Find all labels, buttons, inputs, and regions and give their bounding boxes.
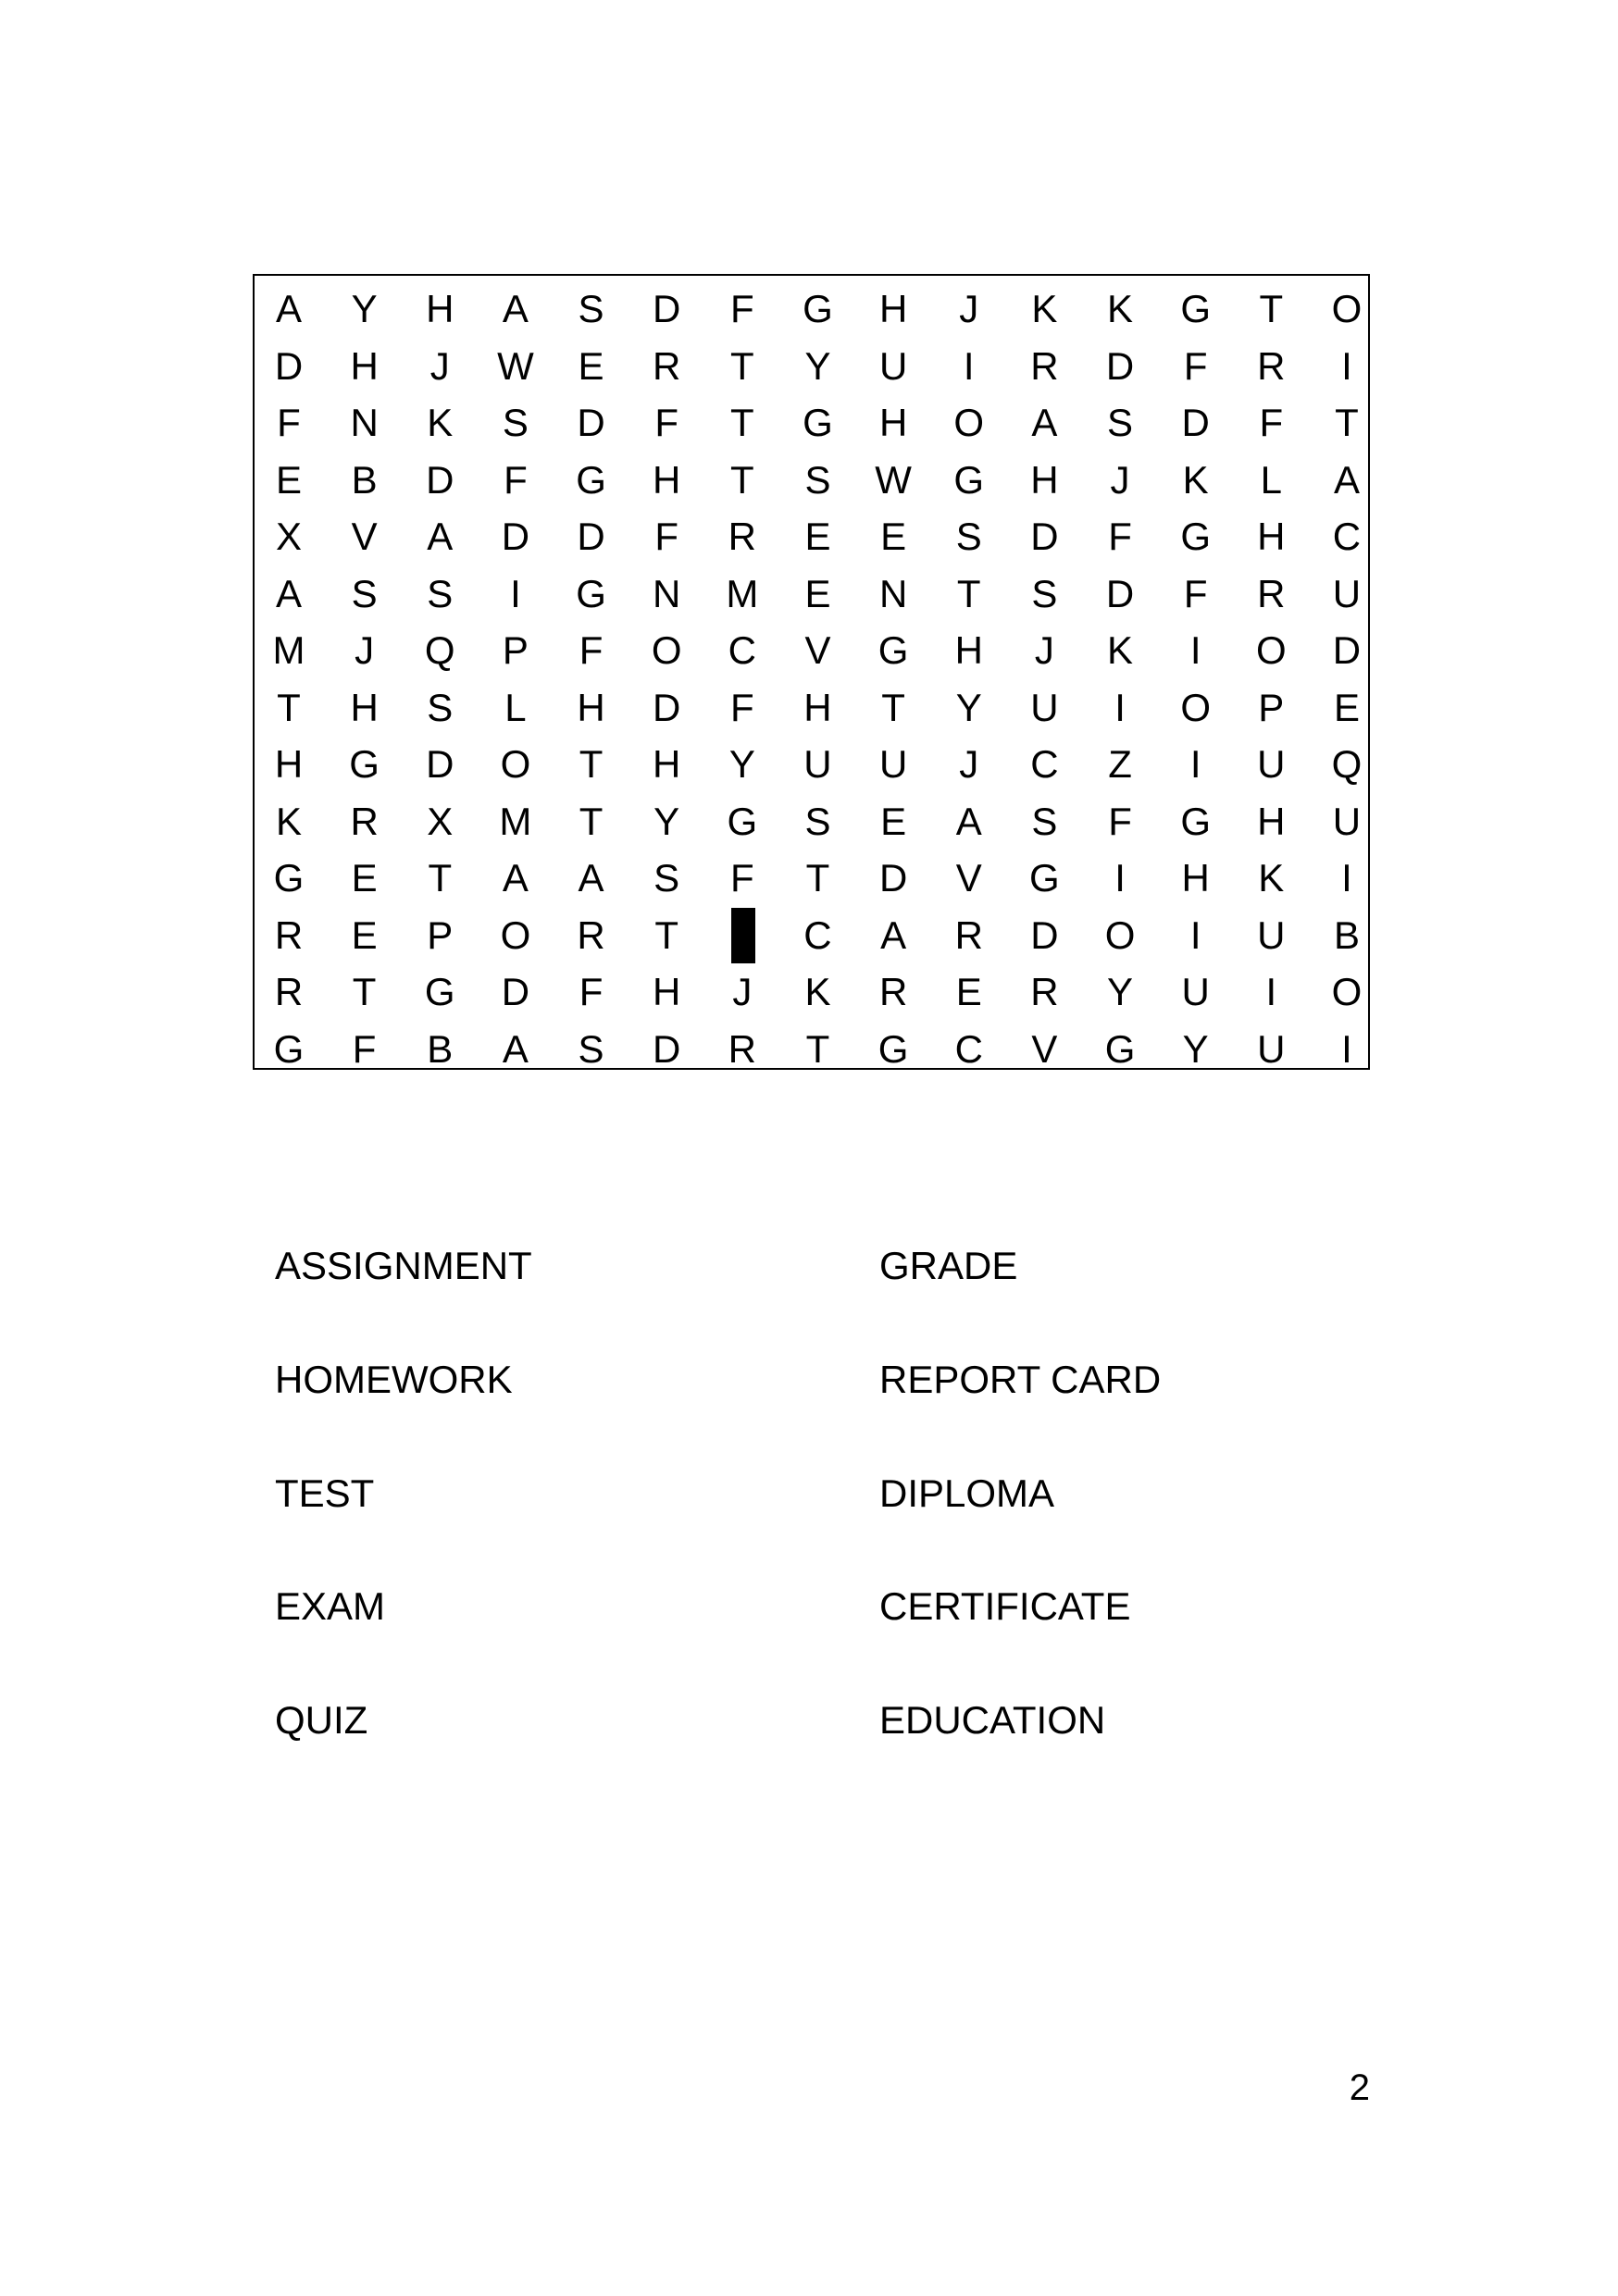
grid-cell: R bbox=[1030, 343, 1059, 388]
grid-cell: I bbox=[1341, 856, 1352, 900]
grid-cell: A bbox=[502, 856, 529, 900]
grid-cell: H bbox=[1257, 799, 1286, 843]
grid-cell: S bbox=[1107, 401, 1134, 445]
grid-cell: D bbox=[1030, 515, 1059, 559]
grid-cell: N bbox=[878, 571, 908, 615]
grid-cell: V bbox=[804, 628, 831, 673]
grid-cell: T bbox=[654, 912, 679, 957]
grid-cell: M bbox=[272, 628, 305, 673]
grid-cell: A bbox=[427, 515, 454, 559]
grid-cell: D bbox=[577, 515, 605, 559]
grid-cell: Q bbox=[424, 628, 455, 673]
grid-cell: B bbox=[1333, 912, 1360, 957]
grid-cell: J bbox=[959, 742, 979, 787]
grid-cell: U bbox=[1030, 685, 1059, 729]
grid-cell: F bbox=[730, 287, 754, 330]
grid-cell: H bbox=[350, 685, 379, 729]
grid-cell: H bbox=[1030, 457, 1059, 502]
grid-cell: G bbox=[424, 970, 455, 1014]
grid-cell: B bbox=[427, 1027, 454, 1072]
grid-cell: X bbox=[427, 799, 454, 843]
grid-cell: H bbox=[954, 628, 983, 673]
grid-cell: H bbox=[577, 685, 605, 729]
grid-cell: S bbox=[502, 401, 529, 445]
grid-cell: G bbox=[803, 287, 833, 330]
grid-cell: E bbox=[804, 515, 831, 559]
word-item: EXAM bbox=[275, 1584, 386, 1628]
grid-cell: A bbox=[502, 1027, 529, 1072]
grid-cell: R bbox=[577, 912, 605, 957]
grid-cell: M bbox=[499, 799, 532, 843]
grid-cell: S bbox=[427, 571, 454, 615]
grid-cell: A bbox=[955, 799, 982, 843]
grid-cell: C bbox=[1030, 742, 1059, 787]
grid-cell: I bbox=[1189, 742, 1201, 787]
grid-cell: R bbox=[954, 912, 983, 957]
grid-cell: I bbox=[1265, 970, 1277, 1014]
grid-cell: C bbox=[954, 1027, 983, 1072]
grid-cell: Y bbox=[1182, 1027, 1209, 1072]
grid-cell: H bbox=[1181, 856, 1210, 900]
grid-cell: E bbox=[880, 799, 907, 843]
grid-cell: J bbox=[732, 970, 753, 1014]
grid-cell: V bbox=[955, 856, 982, 900]
grid-cell: F bbox=[579, 970, 604, 1014]
grid-cell: W bbox=[497, 343, 534, 388]
grid-cell: G bbox=[1180, 799, 1211, 843]
grid-cell: E bbox=[351, 912, 378, 957]
grid-cell: R bbox=[1257, 343, 1286, 388]
grid-cell: G bbox=[273, 1027, 305, 1072]
grid-cell: H bbox=[653, 457, 681, 502]
word-item: EDUCATION bbox=[879, 1698, 1106, 1742]
grid-cell: J bbox=[1110, 457, 1130, 502]
grid-cell: R bbox=[1257, 571, 1286, 615]
grid-cell: G bbox=[877, 628, 909, 673]
grid-cell: E bbox=[1333, 685, 1360, 729]
grid-cell: D bbox=[1105, 343, 1135, 388]
grid-cell: S bbox=[653, 856, 680, 900]
grid-cell: T bbox=[428, 856, 453, 900]
grid-cell: S bbox=[1031, 799, 1058, 843]
grid-cell: S bbox=[427, 685, 454, 729]
grid-cell: G bbox=[576, 571, 606, 615]
grid-cell: K bbox=[804, 970, 831, 1014]
grid-cell: K bbox=[1182, 457, 1209, 502]
grid-cell: W bbox=[875, 457, 912, 502]
grid-cell: Y bbox=[351, 287, 378, 330]
grid-cell: Y bbox=[653, 799, 680, 843]
grid-cell: H bbox=[1257, 515, 1286, 559]
grid-cell: T bbox=[805, 856, 830, 900]
grid-cell: R bbox=[878, 970, 908, 1014]
grid-cell: S bbox=[804, 457, 831, 502]
grid-cell: F bbox=[1108, 799, 1132, 843]
grid-cell: H bbox=[426, 287, 454, 330]
grid-cell: R bbox=[728, 515, 756, 559]
grid-cell: U bbox=[803, 742, 832, 787]
grid-cell: D bbox=[653, 287, 681, 330]
grid-cell: Y bbox=[728, 742, 755, 787]
grid-cell: O bbox=[1255, 628, 1287, 673]
grid-cell: B bbox=[351, 457, 378, 502]
grid-cell: J bbox=[959, 287, 979, 330]
grid-cell: S bbox=[351, 571, 378, 615]
word-item: ASSIGNMENT bbox=[275, 1244, 532, 1287]
grid-cell: I bbox=[1189, 628, 1201, 673]
grid-cell: X bbox=[275, 515, 302, 559]
grid-cell: U bbox=[1257, 742, 1286, 787]
grid-cell: S bbox=[578, 1027, 604, 1072]
grid-cell: H bbox=[653, 970, 681, 1014]
grid-cell: S bbox=[955, 515, 982, 559]
grid-cell: E bbox=[275, 457, 302, 502]
grid-cell: T bbox=[1259, 287, 1284, 330]
grid-cell: T bbox=[1335, 401, 1359, 445]
grid-cell: F bbox=[1183, 571, 1208, 615]
word-search-grid bbox=[253, 274, 1370, 1070]
grid-cell: D bbox=[426, 742, 454, 787]
grid-cell: O bbox=[651, 628, 682, 673]
grid-cell: R bbox=[274, 970, 304, 1014]
grid-cell: H bbox=[653, 742, 681, 787]
grid-cell: J bbox=[429, 343, 450, 388]
grid-cell: C bbox=[1332, 515, 1362, 559]
grid-cell: S bbox=[1031, 571, 1058, 615]
grid-cell: H bbox=[274, 742, 304, 787]
grid-cell: T bbox=[730, 457, 754, 502]
grid-cell: C bbox=[728, 628, 756, 673]
grid-cell: S bbox=[578, 287, 604, 330]
grid-cell: D bbox=[274, 343, 304, 388]
grid-cell: D bbox=[501, 515, 530, 559]
grid-cell: G bbox=[877, 1027, 909, 1072]
grid-cell: D bbox=[878, 856, 908, 900]
grid-cell: E bbox=[578, 343, 604, 388]
grid-cell: K bbox=[1031, 287, 1058, 330]
grid-cell: G bbox=[803, 401, 833, 445]
word-item: REPORT CARD bbox=[879, 1358, 1162, 1401]
grid-cell: G bbox=[1104, 1027, 1136, 1072]
grid-cell: A bbox=[275, 571, 302, 615]
grid-cell: F bbox=[504, 457, 528, 502]
grid-cell: T bbox=[579, 742, 604, 787]
grid-cell: I bbox=[1341, 343, 1352, 388]
grid-cell: H bbox=[878, 401, 908, 445]
grid-cell: P bbox=[427, 912, 454, 957]
grid-cell: U bbox=[1257, 1027, 1286, 1072]
grid-cell: Y bbox=[804, 343, 831, 388]
grid-cell: K bbox=[1107, 287, 1134, 330]
grid-cell: D bbox=[577, 401, 605, 445]
grid-cell: F bbox=[730, 856, 754, 900]
grid-cell: E bbox=[351, 856, 378, 900]
grid-cell: F bbox=[1259, 401, 1284, 445]
grid-cell: A bbox=[880, 912, 907, 957]
grid-cell: O bbox=[500, 742, 531, 787]
grid-cell: E bbox=[804, 571, 831, 615]
grid-cell: A bbox=[1333, 457, 1360, 502]
grid-cell: L bbox=[504, 685, 527, 729]
grid-cell: H bbox=[803, 685, 832, 729]
grid-cell: T bbox=[352, 970, 377, 1014]
word-item: HOMEWORK bbox=[275, 1358, 513, 1401]
grid-cell: U bbox=[1257, 912, 1286, 957]
grid-cell: T bbox=[956, 571, 981, 615]
grid-cell: K bbox=[1258, 856, 1285, 900]
grid-cell: T bbox=[730, 343, 754, 388]
grid-cell: Y bbox=[1107, 970, 1134, 1014]
grid-cell: D bbox=[501, 970, 530, 1014]
grid-cell: G bbox=[576, 457, 606, 502]
grid-cell bbox=[715, 908, 770, 963]
grid-cell: A bbox=[1031, 401, 1058, 445]
grid-cell: A bbox=[275, 287, 302, 330]
grid-cell: A bbox=[502, 287, 529, 330]
grid-cell: E bbox=[880, 515, 907, 559]
grid-cell: O bbox=[1331, 287, 1363, 330]
word-item: QUIZ bbox=[275, 1698, 368, 1742]
grid-cell: O bbox=[500, 912, 531, 957]
grid-cell: F bbox=[579, 628, 604, 673]
grid-cell: T bbox=[730, 401, 754, 445]
grid-cell: V bbox=[351, 515, 378, 559]
grid-cell: T bbox=[805, 1027, 830, 1072]
grid-cell: E bbox=[955, 970, 982, 1014]
grid-cell: H bbox=[350, 343, 379, 388]
grid-cell: I bbox=[1114, 856, 1126, 900]
grid-cell: K bbox=[427, 401, 454, 445]
grid-cell: O bbox=[1331, 970, 1363, 1014]
grid-cell: P bbox=[502, 628, 529, 673]
grid-cell: G bbox=[1180, 287, 1211, 330]
grid-cell: N bbox=[350, 401, 379, 445]
grid-cell: F bbox=[1108, 515, 1132, 559]
grid-cell: T bbox=[881, 685, 905, 729]
grid-cell: P bbox=[1258, 685, 1285, 729]
grid-cell: O bbox=[953, 401, 985, 445]
grid-cell: F bbox=[654, 401, 679, 445]
grid-cell: J bbox=[1034, 628, 1054, 673]
grid-cell: R bbox=[728, 1027, 756, 1072]
grid-cell: U bbox=[878, 742, 908, 787]
grid-cell: J bbox=[355, 628, 375, 673]
grid-cell: D bbox=[1332, 628, 1362, 673]
grid-cell: S bbox=[804, 799, 831, 843]
grid-cell: D bbox=[1105, 571, 1135, 615]
grid-cell: G bbox=[273, 856, 305, 900]
grid-cell: G bbox=[1029, 856, 1060, 900]
grid-cell: F bbox=[654, 515, 679, 559]
grid-cell: I bbox=[1341, 1027, 1352, 1072]
grid-cell: R bbox=[350, 799, 379, 843]
grid-cell: I bbox=[510, 571, 521, 615]
grid-cell: G bbox=[1180, 515, 1211, 559]
word-list bbox=[275, 1240, 1201, 1851]
grid-cell: O bbox=[1180, 685, 1211, 729]
grid-cell: I bbox=[1189, 912, 1201, 957]
grid-cell: C bbox=[803, 912, 832, 957]
word-item: DIPLOMA bbox=[879, 1471, 1055, 1515]
grid-cell: F bbox=[730, 685, 754, 729]
grid-cell: F bbox=[277, 401, 301, 445]
grid-cell: Q bbox=[1331, 742, 1363, 787]
grid-cell: R bbox=[274, 912, 304, 957]
grid-cell: L bbox=[1260, 457, 1282, 502]
grid-cell: V bbox=[1031, 1027, 1058, 1072]
word-item: CERTIFICATE bbox=[879, 1584, 1131, 1628]
grid-cell: F bbox=[352, 1027, 377, 1072]
word-item: GRADE bbox=[879, 1244, 1018, 1287]
grid-cell: Z bbox=[1108, 742, 1132, 787]
grid-cell: G bbox=[349, 742, 380, 787]
grid-cell: R bbox=[1030, 970, 1059, 1014]
grid-cell: U bbox=[1332, 571, 1362, 615]
grid-cell: D bbox=[426, 457, 454, 502]
grid-cell: M bbox=[726, 571, 759, 615]
grid-cell: K bbox=[1107, 628, 1134, 673]
grid-cell: D bbox=[653, 1027, 681, 1072]
grid-cell: I bbox=[963, 343, 975, 388]
grid-letters bbox=[255, 276, 1368, 1072]
grid-cell: O bbox=[1104, 912, 1136, 957]
grid-cell: Y bbox=[955, 685, 982, 729]
grid-cell: D bbox=[653, 685, 681, 729]
grid-cell: F bbox=[1183, 343, 1208, 388]
grid-cell: D bbox=[1181, 401, 1210, 445]
grid-cell: T bbox=[277, 685, 301, 729]
grid-cell: I bbox=[1114, 685, 1126, 729]
word-item: TEST bbox=[275, 1471, 375, 1515]
grid-cell: H bbox=[878, 287, 908, 330]
grid-cell: U bbox=[1332, 799, 1362, 843]
grid-cell: U bbox=[1181, 970, 1210, 1014]
grid-cell: G bbox=[953, 457, 985, 502]
grid-cell: A bbox=[578, 856, 604, 900]
grid-cell: K bbox=[275, 799, 302, 843]
page-number: 2 bbox=[1349, 2067, 1370, 2108]
grid-cell: R bbox=[653, 343, 681, 388]
grid-cell: U bbox=[878, 343, 908, 388]
grid-cell: D bbox=[1030, 912, 1059, 957]
grid-cell: G bbox=[727, 799, 758, 843]
grid-cell: N bbox=[653, 571, 681, 615]
grid-cell: T bbox=[579, 799, 604, 843]
